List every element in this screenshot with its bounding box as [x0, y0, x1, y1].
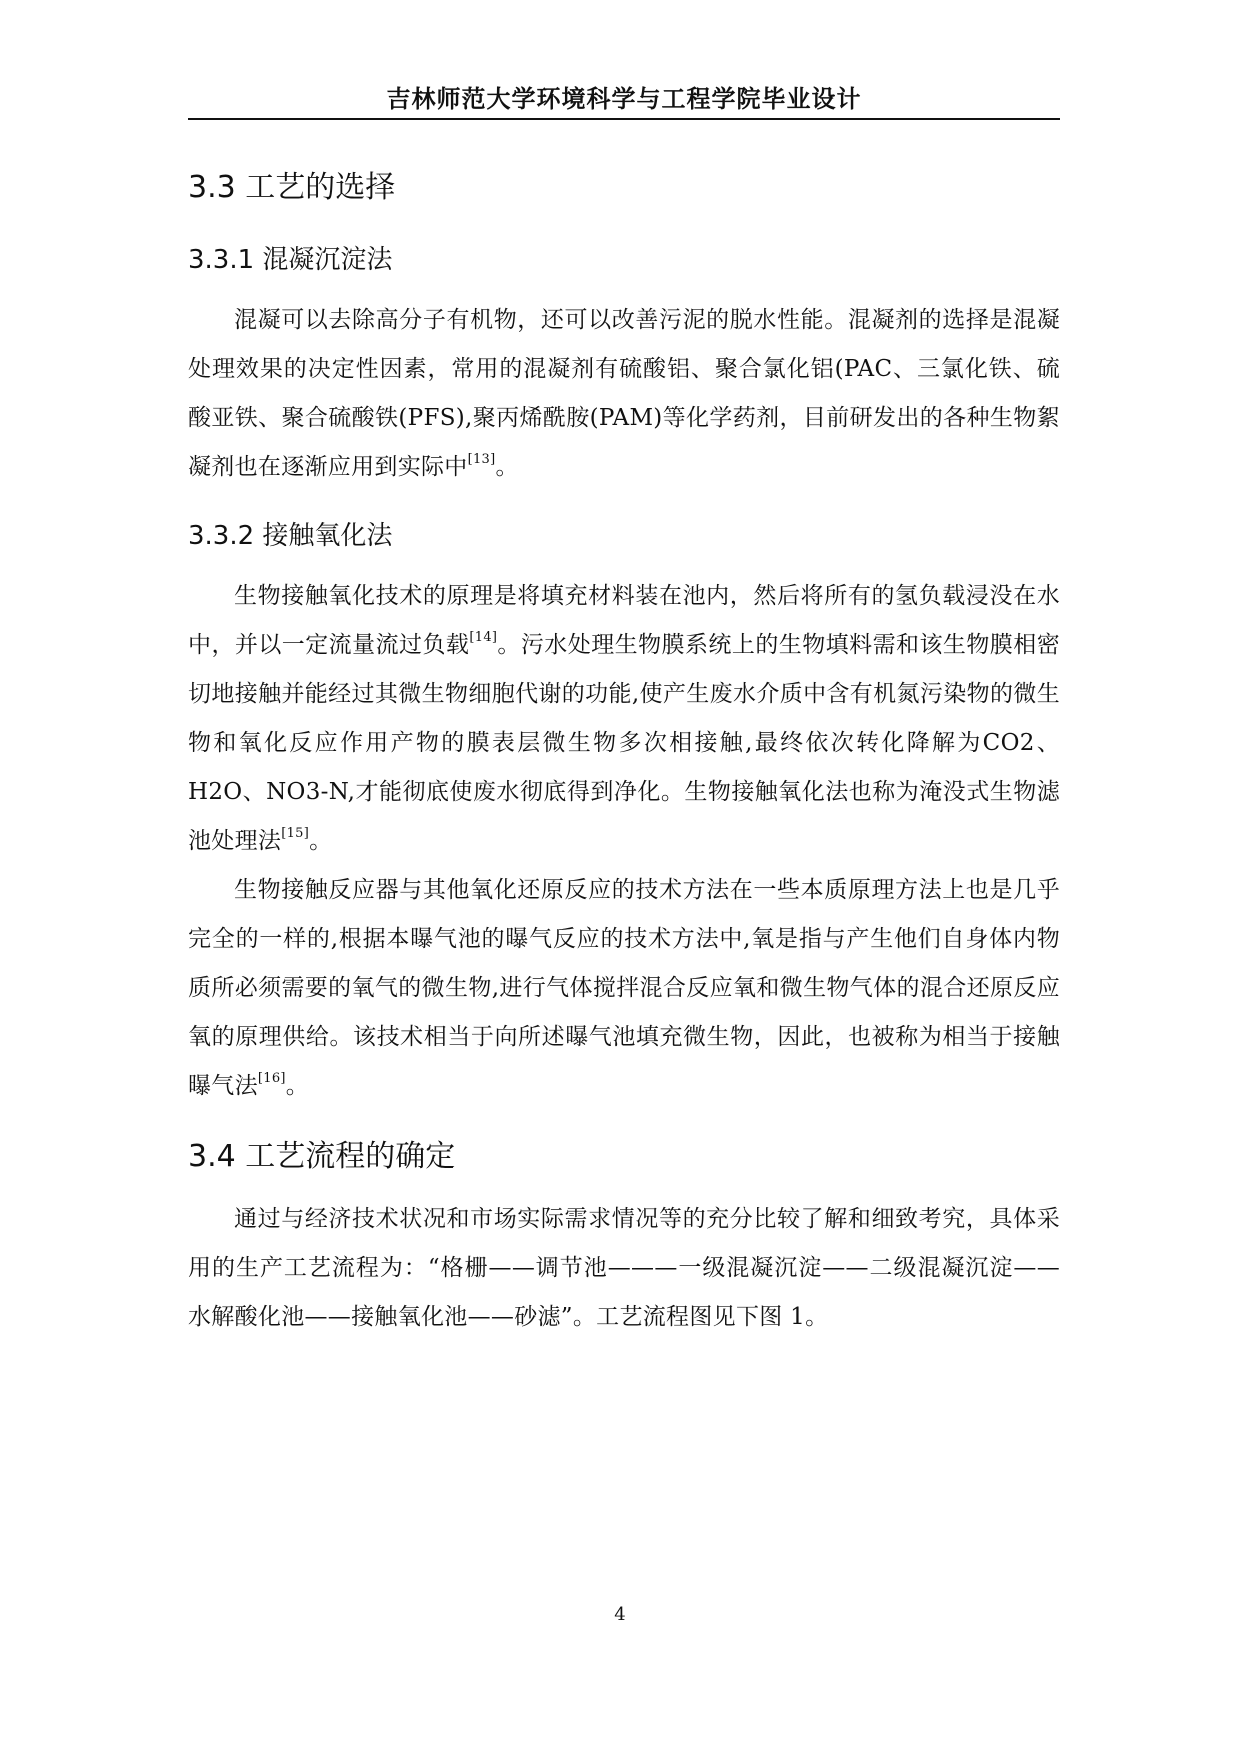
citation-14: [14] — [469, 630, 498, 646]
page-number: 4 — [614, 1604, 626, 1625]
paragraph-contact-oxidation-1-text-a: 生物接触氧化技术的原理是将填充材料装在池内，然后将所有的氢负载浸没在水中，并以一定流量流过负载 — [188, 583, 1060, 658]
paragraph-process-flow: 通过与经济技术状况和市场实际需求情况等的充分比较了解和细致考究，具体采用的生产工艺流程为：“格栅——调节池———一级混凝沉淀——二级混凝沉淀——水解酸化池——接触氧化池——砂滤”。工艺流程图见下图 1。 — [188, 1206, 1060, 1330]
paragraph-coagulation-text: 混凝可以去除高分子有机物，还可以改善污泥的脱水性能。混凝剂的选择是混凝处理效果的决定性因素，常用的混凝剂有硫酸铝、聚合氯化铝(PAC、三氯化铁、硫酸亚铁、聚合硫酸铁(PFS),聚丙烯酰胺(PAM)等化学药剂，目前研发出的各种生物絮凝剂也在逐渐应用到实际中 — [188, 307, 1060, 480]
paragraph-coagulation-tail: 。 — [495, 454, 519, 480]
paragraph-contact-oxidation-1 — [188, 572, 1060, 866]
section-3-3-2-title: 3.3.2 接触氧化法 — [188, 521, 393, 551]
paragraph-contact-oxidation-2-tail: 。 — [285, 1073, 310, 1099]
section-3-3-title: 3.3 工艺的选择 — [188, 170, 396, 205]
section-3-3-1-title: 3.3.1 混凝沉淀法 — [188, 245, 393, 275]
citation-16: [16] — [257, 1071, 286, 1087]
page-body — [188, 168, 1060, 1342]
paragraph-contact-oxidation-2-text: 生物接触反应器与其他氧化还原反应的技术方法在一些本质原理方法上也是几乎完全的一样的,根据本曝气池的曝气反应的技术方法中,氧是指与产生他们自身体内物质所必须需要的氧气的微生物,进行气体搅拌混合反应氧和微生物气体的混合还原反应氧的原理供给。该技术相当于向所述曝气池填充微生物，因此，也被称为相当于接触曝气法 — [188, 877, 1060, 1099]
citation-15: [15] — [281, 826, 310, 842]
paragraph-coagulation — [188, 296, 1060, 492]
section-3-4-title: 3.4 工艺流程的确定 — [188, 1139, 456, 1174]
header-rule — [188, 118, 1060, 120]
citation-13: [13] — [467, 452, 496, 468]
paragraph-contact-oxidation-1-text-b: 。污水处理生物膜系统上的生物填料需和该生物膜相密切地接触并能经过其微生物细胞代谢的功能,使产生废水介质中含有机氮污染物的微生物和氧化反应作用产物的膜表层微生物多次相接触,最终依次转化降解为CO2、H2O、NO3-N,才能彻底使废水彻底得到净化。生物接触氧化法也称为淹没式生物滤池处理法 — [188, 632, 1060, 854]
running-header: 吉林师范大学环境科学与工程学院毕业设计 — [386, 85, 862, 113]
paragraph-contact-oxidation-2 — [188, 866, 1060, 1111]
paragraph-contact-oxidation-1-tail: 。 — [309, 828, 333, 854]
